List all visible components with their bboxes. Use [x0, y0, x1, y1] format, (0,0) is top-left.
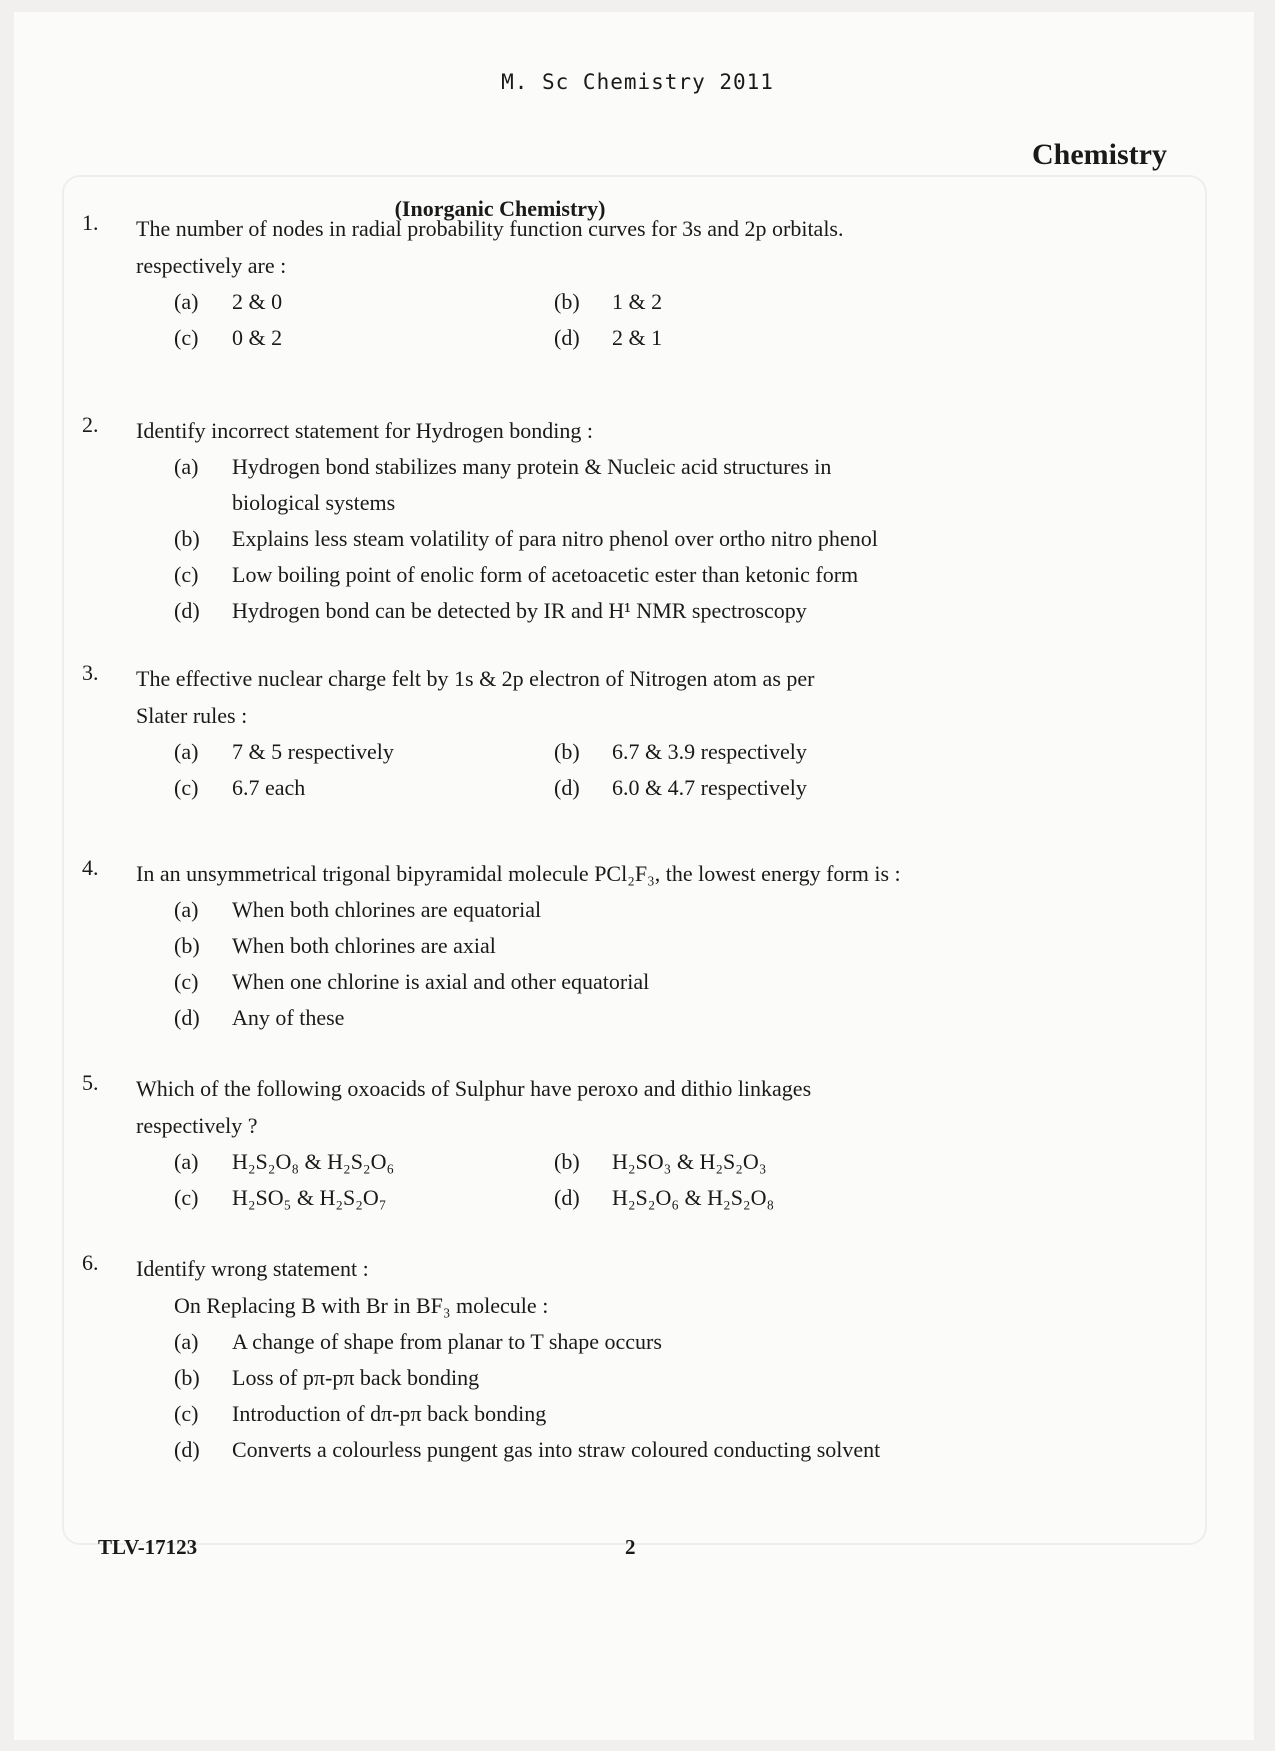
- option-a: (a) 2 & 0: [174, 289, 283, 314]
- question-4: [82, 855, 962, 1036]
- option-b: (b) 6.7 & 3.9 respectively: [554, 739, 807, 764]
- subject-heading: Chemistry: [1032, 138, 1167, 171]
- option-c: (c) Introduction of dπ-pπ back bonding: [174, 1401, 547, 1426]
- option-b: (b) When both chlorines are axial: [174, 933, 496, 958]
- question-number: 3.: [82, 660, 99, 685]
- page-number: 2: [625, 1535, 636, 1559]
- question-stem: In an unsymmetrical trigonal bipyramidal molecule PCl₂F₃, the lowest energy form is :: [136, 861, 901, 886]
- section-title: (Inorganic Chemistry): [394, 196, 606, 221]
- question-number: 1.: [82, 210, 99, 235]
- option-a: (a) Hydrogen bond stabilizes many protein & Nucleic acid structures in biological systems: [174, 454, 832, 515]
- option-list: [174, 1144, 962, 1216]
- booklet-code: TLV-17123: [98, 1535, 198, 1559]
- option-b: (b) Loss of pπ-pπ back bonding: [174, 1365, 480, 1390]
- option-c: (c) H₂SO₅ & H₂S₂O₇: [174, 1185, 387, 1210]
- option-list: [174, 892, 962, 1036]
- option-d: (d) Hydrogen bond can be detected by IR and H¹ NMR spectroscopy: [174, 598, 807, 623]
- option-c: (c) When one chlorine is axial and other equatorial: [174, 969, 650, 994]
- option-d: (d) Converts a colourless pungent gas into straw coloured conducting solvent: [174, 1437, 881, 1462]
- option-a: (a) 7 & 5 respectively: [174, 739, 394, 764]
- question-substem: On Replacing B with Br in BF₃ molecule :: [174, 1293, 549, 1318]
- option-c: (c) 6.7 each: [174, 775, 306, 800]
- option-list: [174, 734, 962, 806]
- question-stem: The number of nodes in radial probability function curves for 3s and 2p orbitals. respectively are :: [136, 216, 844, 278]
- question-5: [82, 1070, 962, 1216]
- option-d: (d) 6.0 & 4.7 respectively: [554, 775, 807, 800]
- question-2: [82, 412, 962, 629]
- option-a: (a) A change of shape from planar to T shape occurs: [174, 1329, 662, 1354]
- question-number: 5.: [82, 1070, 99, 1095]
- option-list: [174, 449, 894, 629]
- question-stem: Identify incorrect statement for Hydrogen bonding :: [136, 418, 593, 443]
- question-stem: Which of the following oxoacids of Sulphur have peroxo and dithio linkages respectively ?: [136, 1076, 812, 1138]
- question-number: 4.: [82, 855, 99, 880]
- option-list: [174, 1324, 962, 1468]
- question-stem: The effective nuclear charge felt by 1s & 2p electron of Nitrogen atom as per Slater rules :: [136, 666, 815, 728]
- option-c: (c) Low boiling point of enolic form of acetoacetic ester than ketonic form: [174, 562, 859, 587]
- option-a: (a) H₂S₂O₈ & H₂S₂O₆: [174, 1149, 395, 1174]
- running-header: M. Sc Chemistry 2011: [501, 70, 774, 94]
- question-number: 6.: [82, 1250, 99, 1275]
- question-1: [82, 210, 962, 356]
- option-c: (c) 0 & 2: [174, 325, 283, 350]
- question-number: 2.: [82, 412, 99, 437]
- option-list: [174, 284, 962, 356]
- question-stem: Identify wrong statement :: [136, 1256, 369, 1281]
- option-b: (b) 1 & 2: [554, 289, 663, 314]
- option-b: (b) Explains less steam volatility of para nitro phenol over ortho nitro phenol: [174, 526, 878, 551]
- option-a: (a) When both chlorines are equatorial: [174, 897, 542, 922]
- question-6: [82, 1250, 962, 1468]
- question-3: [82, 660, 962, 806]
- option-d: (d) 2 & 1: [554, 325, 663, 350]
- option-b: (b) H₂SO₃ & H₂S₂O₃: [554, 1149, 767, 1174]
- option-d: (d) Any of these: [174, 1005, 345, 1030]
- option-d: (d) H₂S₂O₆ & H₂S₂O₈: [554, 1185, 775, 1210]
